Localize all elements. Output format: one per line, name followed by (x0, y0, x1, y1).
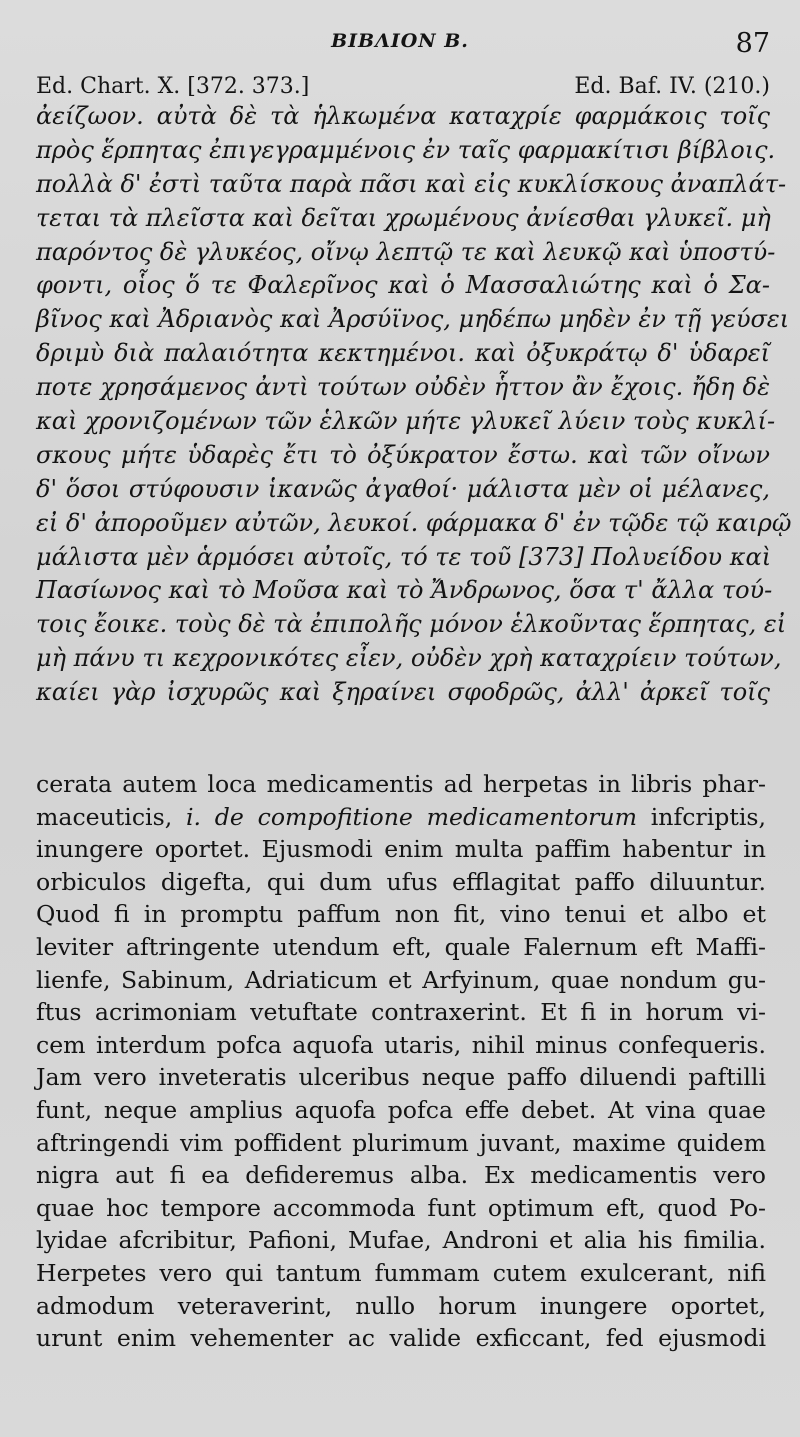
greek-text-line: δ' ὅσοι στύφουσιν ἱκανῶς ἀγαθοί· μάλιστα μὲν οἱ μέλανες, (36, 474, 770, 503)
latin-text-segment: cem interdum pofca aquofa utaris, nihil minus confequeris. (36, 1030, 766, 1059)
latin-text-line (36, 996, 766, 1029)
edition-reference-basel: Ed. Baf. IV. (210.) (574, 74, 770, 99)
latin-text-segment: aftringendi vim poffident plurimum juvant, maxime quidem (36, 1128, 766, 1157)
page-number: 87 (735, 28, 770, 59)
greek-text-line: μάλιστα μὲν ἁρμόσει αὐτοῖς, τό τε τοῦ [373] Πολυείδου καὶ (36, 542, 772, 571)
latin-text-segment: funt, neque amplius aquofa pofca effe debet. At vina quae (36, 1095, 766, 1124)
latin-text-line (36, 964, 766, 997)
latin-text-segment: maceuticis, (36, 802, 186, 831)
edition-reference-chartier: Ed. Chart. X. [372. 373.] (36, 74, 310, 99)
latin-text-line (36, 1192, 766, 1225)
greek-text-line: βῖνος καὶ Ἀδριανὸς καὶ Ἀρσύϊνος, μηδέπω μηδὲν ἐν τῇ γεύσει (36, 305, 790, 334)
latin-text-block (36, 768, 766, 1355)
latin-text-line (36, 1029, 766, 1062)
greek-text-line: ποτε χρησάμενος ἀντὶ τούτων οὐδὲν ἧττον ἂν ἔχοις. ἤδη δὲ (36, 373, 770, 402)
greek-text-line: καὶ χρονιζομένων τῶν ἑλκῶν μήτε γλυκεῖ λύειν τοὺς κυκλί- (36, 407, 776, 436)
latin-italic-reference: i. de compofitione medicamentorum (185, 802, 637, 831)
latin-text-line (36, 833, 766, 866)
latin-text-segment: admodum veteraverint, nullo horum inungere oportet, (36, 1291, 766, 1320)
greek-text-line: παρόντος δὲ γλυκέος, οἴνῳ λεπτῷ τε καὶ λευκῷ καὶ ὑποστύ- (36, 237, 776, 266)
greek-text-line: δριμὺ διὰ παλαιότητα κεκτημένοι. καὶ ὀξυκράτῳ δ' ὑδαρεῖ (36, 339, 770, 368)
latin-text-line (36, 1290, 766, 1323)
greek-text-line: ἀείζωον. αὐτὰ δὲ τὰ ἡλκωμένα καταχρίε φαρμάκοις τοῖς (36, 102, 770, 130)
running-title: BIBΛION B. (331, 30, 469, 52)
greek-text-line: σκους μήτε ὑδαρὲς ἔτι τὸ ὀξύκρατον ἔστω. καὶ τῶν οἴνων (36, 440, 770, 469)
latin-text-segment: orbiculos digefta, qui dum ufus efflagitat paffo diluuntur. (36, 867, 766, 896)
latin-text-segment: Herpetes vero qui tantum fummam cutem exulcerant, nifi (36, 1258, 766, 1287)
latin-text-line (36, 1094, 766, 1127)
latin-text-segment: infcriptis, (636, 802, 766, 831)
latin-text-line (36, 1224, 766, 1257)
latin-text-line (36, 1322, 766, 1355)
latin-text-segment: ftus acrimoniam vetuftate contraxerint. Et fi in horum vi- (36, 998, 766, 1027)
latin-text-segment: inungere oportet. Ejusmodi enim multa paffim habentur in (36, 835, 766, 864)
latin-text-segment: quae hoc tempore accommoda funt optimum eft, quod Po- (36, 1193, 766, 1222)
greek-text-line: πρὸς ἕρπητας ἐπιγεγραμμένοις ἐν ταῖς φαρμακίτισι βίβλοις. (36, 135, 776, 164)
latin-text-segment: nigra aut fi ea defideremus alba. Ex medicamentis vero (36, 1161, 766, 1190)
latin-text-line (36, 1061, 766, 1094)
greek-text-line: φοντι, οἷος ὅ τε Φαλερῖνος καὶ ὁ Μασσαλιώτης καὶ ὁ Σα- (36, 271, 770, 300)
latin-text-segment: cerata autem loca medicamentis ad herpetas in libris phar- (36, 770, 766, 798)
greek-text-line: τεται τὰ πλεῖστα καὶ δεῖται χρωμένους ἀνίεσθαι γλυκεῖ. μὴ (36, 203, 771, 232)
greek-text-block (36, 100, 792, 710)
latin-text-line (36, 931, 766, 964)
latin-text-line (36, 768, 766, 801)
latin-text-segment: urunt enim vehementer ac valide exficcant, fed ejusmodi (36, 1324, 766, 1353)
latin-text-segment: lienfe, Sabinum, Adriaticum et Arfyinum, quae nondum gu- (36, 965, 766, 994)
greek-text-line: μὴ πάνυ τι κεχρονικότες εἶεν, οὐδὲν χρὴ καταχρίειν τούτων, (36, 644, 782, 673)
greek-text-line: τοις ἔοικε. τοὺς δὲ τὰ ἐπιπολῆς μόνον ἑλκοῦντας ἕρπητας, εἰ (36, 610, 787, 639)
latin-text-segment: leviter aftringente utendum eft, quale Falernum eft Maffi- (36, 932, 766, 961)
greek-text-line: πολλὰ δ' ἐστὶ ταῦτα παρὰ πᾶσι καὶ εἰς κυκλίσκους ἀναπλάτ- (36, 169, 787, 198)
greek-text-line: Πασίωνος καὶ τὸ Μοῦσα καὶ τὸ Ἄνδρωνος, ὅσα τ' ἄλλα τού- (36, 576, 773, 605)
latin-text-line (36, 898, 766, 931)
latin-text-line (36, 1257, 766, 1290)
latin-text-line (36, 1127, 766, 1160)
greek-text-line: εἰ δ' ἀποροῦμεν αὐτῶν, λευκοί. φάρμακα δ' ἐν τῷδε τῷ καιρῷ (36, 508, 792, 537)
greek-text-line: καίει γὰρ ἰσχυρῶς καὶ ξηραίνει σφοδρῶς, ἀλλ' ἀρκεῖ τοῖς (36, 678, 770, 707)
latin-text-line (36, 801, 766, 834)
latin-text-line (36, 866, 766, 899)
latin-text-line (36, 1159, 766, 1192)
latin-text-segment: Jam vero inveteratis ulceribus neque paffo diluendi paftilli (36, 1063, 766, 1092)
latin-text-segment: Quod fi in promptu paffum non fit, vino tenui et albo et (36, 900, 766, 929)
latin-text-segment: lyidae afcribitur, Pafioni, Mufae, Androni et alia his fimilia. (36, 1226, 766, 1255)
